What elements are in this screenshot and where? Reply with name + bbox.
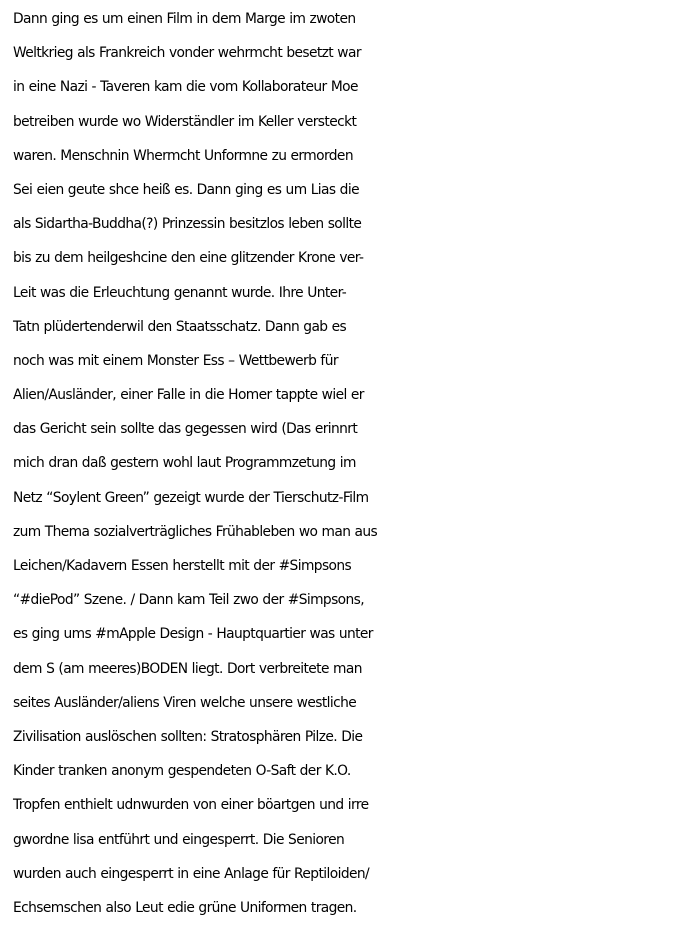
text-line: das Gericht sein sollte das gegessen wird (Das erinnrt: [13, 421, 358, 438]
text-line: es ging ums #mApple Design - Hauptquartier was unter: [13, 626, 373, 643]
body-text: [13, 2, 681, 925]
text-line: Leichen/Kadavern Essen herstellt mit der #Simpsons: [13, 558, 352, 574]
text-line: als Sidartha-Buddha(?) Prinzessin besitzlos leben sollte: [13, 216, 362, 233]
text-line: gwordne lisa entführt und eingesperrt. Die Senioren: [13, 831, 345, 848]
text-line: noch was mit einem Monster Ess – Wettbewerb für: [13, 352, 338, 369]
text-line: waren. Menschnin Whermcht Unformne zu ermorden: [13, 147, 353, 164]
text-line: bis zu dem heilgeshcine den eine glitzender Krone ver-: [13, 250, 364, 267]
text-line: Zivilisation auslöschen sollten: Stratosphären Pilze. Die: [13, 728, 363, 745]
text-line: wurden auch eingesperrt in eine Anlage für Reptiloiden/: [13, 865, 370, 882]
text-line: Sei eien geute shce heiß es. Dann ging es um Lias die: [13, 181, 359, 198]
text-line: zum Thema sozialverträgliches Frühableben wo man aus: [13, 523, 378, 540]
text-line: Echsemschen also Leut edie grüne Uniformen tragen.: [13, 899, 357, 916]
text-line: “#diePod” Szene. / Dann kam Teil zwo der #Simpsons,: [13, 592, 365, 609]
text-line: seites Ausländer/aliens Viren welche unsere westliche: [13, 694, 357, 711]
text-line: Tropfen enthielt udnwurden von einer böartgen und irre: [13, 797, 369, 814]
text-line: mich dran daß gestern wohl laut Programmzetung im: [13, 455, 356, 472]
text-line: Netz “Soylent Green” gezeigt wurde der Tierschutz-Film: [13, 489, 369, 506]
text-line: Weltkrieg als Frankreich vonder wehrmcht besetzt war: [13, 45, 361, 62]
text-line: betreiben wurde wo Widerständler im Keller versteckt: [13, 113, 357, 130]
text-line: Alien/Ausländer, einer Falle in die Homer tappte wiel er: [13, 387, 364, 404]
text-line: Dann ging es um einen Film in dem Marge im zwoten: [13, 11, 356, 27]
text-line: dem S (am meeres)BODEN liegt. Dort verbreitete man: [13, 660, 362, 677]
text-line: Leit was die Erleuchtung genannt wurde. Ihre Unter-: [13, 284, 347, 301]
text-line: Tatn plüdertenderwil den Staatsschatz. Dann gab es: [13, 318, 347, 335]
text-line: Kinder tranken anonym gespendeten O-Saft der K.O.: [13, 763, 351, 780]
text-line: in eine Nazi - Taveren kam die vom Kollaborateur Moe: [13, 79, 358, 96]
